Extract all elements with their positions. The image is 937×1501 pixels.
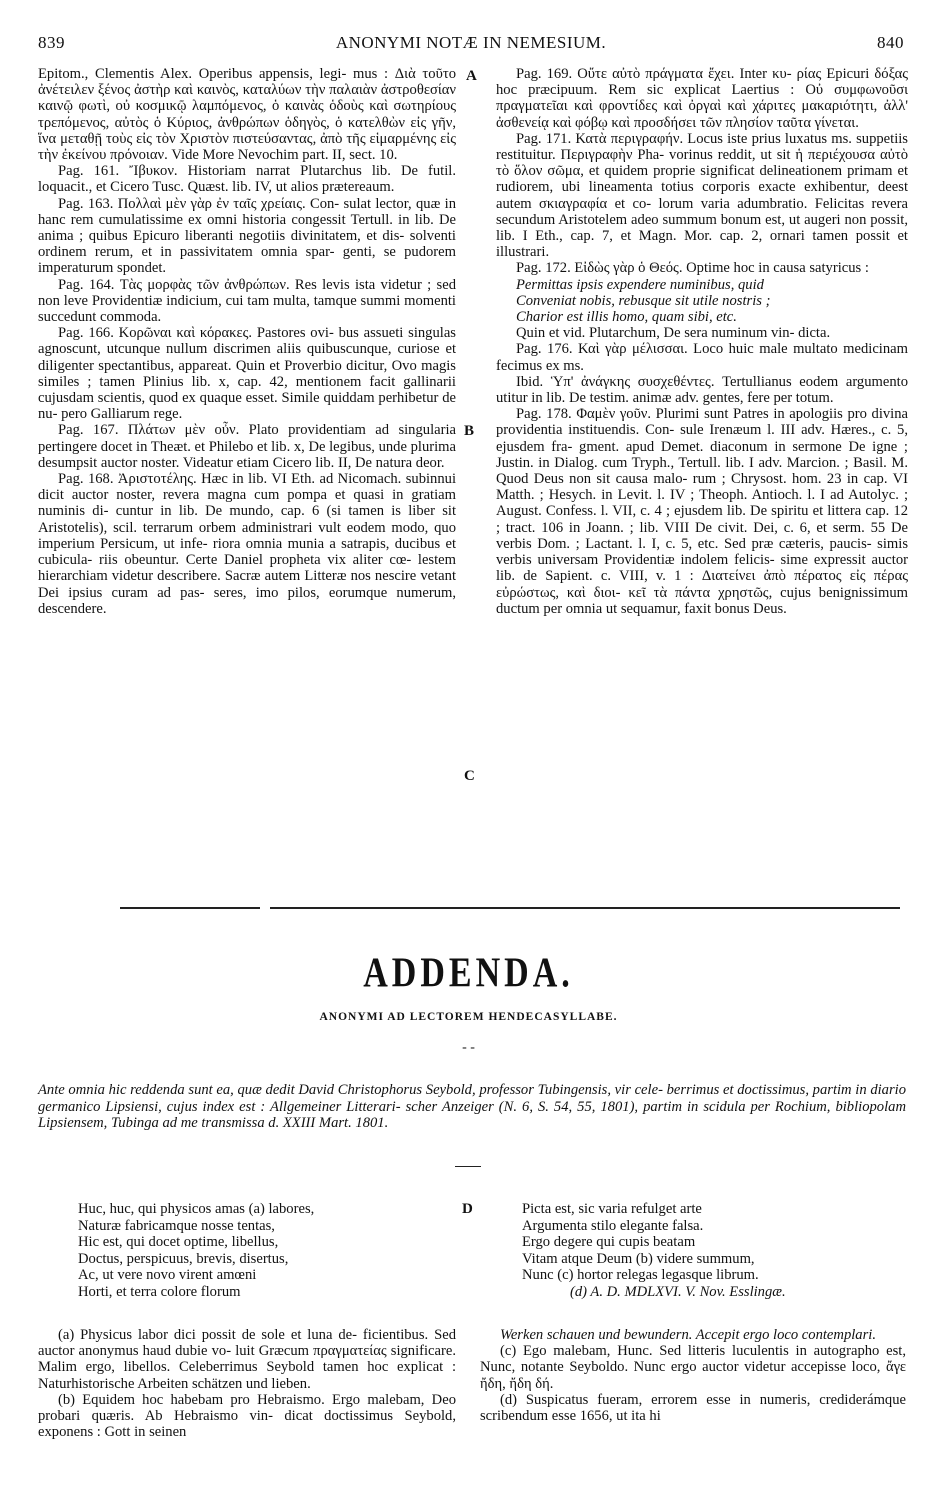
addenda-intro: Ante omnia hic reddenda sunt ea, quæ dedit David Christophorus Seybold, professor Tubingensis, vir cele- berrimus et doctissimus, partim in diario germanico Lipsiensi, cujus index est : Allgemeiner Litterari- scher Anzeiger (N. 6, S. 54, 55, 1801), partim in scidula per Rochium, bibliopolam Lipsiensem, Tubinga ad me transmissa d. XXIII Mart. 1801. [38,1082,906,1131]
margin-mark-c: C [464,768,475,784]
section-divider-right [270,907,900,909]
ornament: - - [462,1040,475,1055]
poem-line: Horti, et terra colore florum [78,1283,241,1300]
right-page-number: 840 [877,33,904,52]
poem-left [78,1201,438,1301]
right-paragraph: Ibid. Ὑπ' ἀνάγκης συσχεθέντες. Tertullianus eodem argumento utitur in lib. De testim. animæ adv. gentes, fere per totum. [496,373,908,407]
poem-line: Ac, ut vere novo virent amœni [78,1267,257,1284]
right-paragraph: Pag. 169. Οὔτε αὐτὸ πράγματα ἔχει. Inter κυ- ρίας Epicuri δόξας hoc præcipuum. Rem sic explicat Laertius : Οὐ συμφωνοῦσι πραγματεῖαι καὶ φροντίδες καὶ ὀργαὶ καὶ χάριτες μακαριότητι, ἀλλ' ἀσθενείᾳ καὶ φόβῳ καὶ προσδήσει τῶν πλησίον ταῦτα γίνεται. [496,66,908,131]
poem-line: Ergo degere qui cupis beatam [522,1234,696,1251]
footnote: Werken schauen und bewundern. Accepit ergo loco contemplari. [500,1327,876,1343]
left-paragraph: Pag. 167. Πλάτων μὲν οὖν. Plato providentiam ad singularia pertingere docet in Theæt. et Philebo et lib. x, De legibus, unde plurima desumpsit auctor noster. Videatur etiam Cicero lib. II, De natura deor. [38,422,456,471]
footnote: (a) Physicus labor dici possit de sole et luna de- ficientibus. Sed auctor anonymus haud dubie vo- luit Græcum πραγματείας significare. Malim ergo, libellos. Celeberrimus Seybold tamen hoc explicat : Naturhistorische Arbeiten schätzen und lieben. [38,1327,456,1392]
right-paragraph: Pag. 172. Εἰδὼς γὰρ ὁ Θεός. Optime hoc in causa satyricus : [516,260,869,277]
notes-right [480,1327,906,1424]
addenda-subtitle: ANONYMI AD LECTOREM HENDECASYLLABE. [319,1011,618,1023]
poem-line: Picta est, sic varia refulget arte [522,1201,702,1217]
footnote: (c) Ego malebam, Hunc. Sed litteris luculentis in autographo est, Nunc, notante Seyboldo. Nunc ergo auctor videtur accepisse loco, ἄγε ἤδη, ἤδη δή. [480,1343,906,1392]
running-header [38,33,904,55]
right-paragraph: Pag. 171. Κατὰ περιγραφήν. Locus iste prius luxatus ms. suppetiis restituitur. Περιγραφὴν Pha- vorinus reddit, ut sit ἡ περιέχουσα αὐτὸ τὸ ὅλον σῶμα, et quidem proprie significat delineationem primam et rudiorem, ubi lineamenta totius corporis exacte exhibentur, deest autem σκιαγραφία et co- lorum varia adumbratio. Felicitas revera secundum Aristotelem adeo summum bonum est, ut augeri non possit, lib. I Eth., cap. 7, et Magn. Mor. cap. 2, ornari tamen possit et illustrari. [496,130,908,261]
left-paragraph: Pag. 164. Τὰς μορφὰς τῶν ἀνθρώπων. Res levis ista videtur ; sed non leve Providentiæ indicium, cui tam multa, tamque summi momenti succedunt commoda. [38,276,456,326]
poem-line: Nunc (c) hortor relegas legasque librum. [522,1267,759,1284]
verse-line: Charior est illis homo, quam sibi, etc. [516,309,737,326]
running-title: ANONYMI NOTÆ IN NEMESIUM. [335,33,607,52]
right-column [496,66,908,878]
right-paragraph: Pag. 178. Φαμὲν γοῦν. Plurimi sunt Patres in apologiis pro divina providentia instituendis. Con- sule Irenæum l. III adv. Hæres., c. 5, ejusdem fra- gment. apud Demet. diaconum in sermone De igne ; Justin. in Dialog. cum Tryph., Tertull. lib. I adv. Marcion. ; Basil. M. Quod Deus non sit causa malo- rum ; Chrysost. hom. 23 in cap. VI Matth. ; Hesych. in Levit. l. IV ; Theoph. Antioch. l. I ad Autolyc. ; August. Confess. l. VII, c. 4 ; ejusdem lib. De spiritu et littera cap. 12 ; tract. 106 in Joann. ; lib. VIII De civit. Dei, c. 6, et serm. 55 De verbis Dom. ; Lactant. l. I, c. 5, etc. Sed præ cæteris, paucis- simis verbis universam Providentiæ indolem felicis- sime expressit auctor lib. de Sapient. c. VIII, v. 1 : Διατείνει ἀπὸ πέρατος εἰς πέρας εὐρώστως, καὶ διοι- κεῖ τὰ πάντα χρηστῶς, cujus benignissimum ductum per omnia ut sequamur, faxit bonus Deus. [496,406,908,617]
poem-line: Naturæ fabricamque nosse tentas, [78,1217,275,1234]
notes-left [38,1327,456,1440]
margin-mark-b: B [464,423,475,439]
footnote: (b) Equidem hoc habebam pro Hebraismo. Ergo malebam, Deo probari quæris. Ab Hebraismo vin- dicat doctissimus Seybold, exponens : Gott in seinen [38,1391,456,1441]
right-paragraph: Quin et vid. Plutarchum, De sera numinum vin- dicta. [516,325,831,342]
poem-line: Huc, huc, qui physicos amas (a) labores, [78,1201,315,1217]
left-column [38,66,456,878]
left-paragraph: Pag. 163. Πολλαὶ μὲν γὰρ ἐν ταῖς χρείαις. Con- sulat lector, quæ in hanc rem cumulatissime ex omni historia congessit Tertull. in lib. De anima ; quibus Epicuro liberanti negotiis divinitatem, et dis- solventi ordinem rerum, et in passivitatem omnia spar- genti, se pudorem imperaturum spondet. [38,195,456,277]
footnote: (d) Suspicatus fueram, errorem esse in numeris, crediderámque scribendum esse 1656, ut ita hi [480,1391,906,1425]
verse-line: Conveniat nobis, rebusque sit utile nostris ; [516,292,771,309]
section-divider-left [120,907,260,909]
left-paragraph: Epitom., Clementis Alex. Operibus appensis, legi- mus : Διὰ τοῦτο ἀνέτειλεν ξένος ἀστὴρ καὶ καινὸς, καταλύων τὴν παλαιὰν ἀστροθεσίαν καινῷ φωτὶ, οὐ κοσμικῷ λαμπόμενος, ὁ καινὰς ὁδοὺς καὶ σωτηρίους τρεπόμενος, αὐτὸς ὁ Κύριος, ἀνθρώπων ὁδηγὸς, ὁ κατελθὼν εἰς γῆν, ἵνα μεταθῇ τοὺς εἰς τὸν Χριστὸν πιστεύσαντας, ἀπὸ τῆς εἱμαρμένης εἰς τὴν ἐκείνου πρόνοιαν. Vide More Nevochim part. II, sect. 10. [38,66,456,164]
verse-line: Permittas ipsis expendere numinibus, quid [516,276,764,293]
left-paragraph: Pag. 168. Ἀριστοτέλης. Hæc in lib. VI Eth. ad Nicomach. subinnui dicit auctor noster, revera magna cum pompa et quasi in gratiam numinis di- cuntur in lib. De mundo, cap. 6 (si tamen is liber sit Aristotelis), scil. terrarum orbem administrari vult eodem modo, quo imperium Persicum, ut infe- riora omnia munia a satrapis, ducibus et cubicula- riis obeuntur. Certe Daniel propheta vix aliter cœ- lestem hierarchiam videtur describere. Sacræ autem Litteræ nos nescire vetant Dei ipsius curam ad pas- seres, imo pilos, eorumque numerum, descendere. [38,471,456,617]
poem-signature: (d) A. D. MDLXVI. V. Nov. Esslingæ. [570,1283,786,1300]
poem-line: Hic est, qui docet optime, libellus, [78,1234,279,1251]
poem-line: Vitam atque Deum (b) videre summum, [522,1250,755,1267]
poem-line: Doctus, perspicuus, brevis, disertus, [78,1250,289,1267]
right-paragraph: Pag. 176. Καὶ γὰρ μέλισσαι. Loco huic male multato medicinam fecimus ex ms. [496,341,908,374]
left-paragraph: Pag. 166. Κορῶναι καὶ κόρακες. Pastores ovi- bus assueti singulas agnoscunt, utcunque nullum discrimen aliis quibuscunque, curiose et diligenter spectantibus, appareat. Quin et Proverbio dicitur, Ovo magis similes ; tamen Plinius lib. x, cap. 42, mentionem facit gallinarii cujusdam scientis, quod ex quaque esset. Simile quiddam perhibetur de nu- pero Galliarum rege. [38,325,456,423]
margin-mark-d: D [462,1201,473,1217]
left-paragraph: Pag. 161. Ἴβυκον. Historiam narrat Plutarchus lib. De futil. loquacit., et Cicero Tusc. Quæst. lib. IV, ut alios prætereaum. [38,163,456,196]
addenda-title: ADDENDA. [363,950,574,997]
left-page-number: 839 [38,33,65,52]
short-divider [455,1166,481,1167]
poem-right [522,1201,912,1301]
poem-line: Argumenta stilo elegante falsa. [522,1217,704,1234]
margin-mark-a: A [466,68,477,84]
